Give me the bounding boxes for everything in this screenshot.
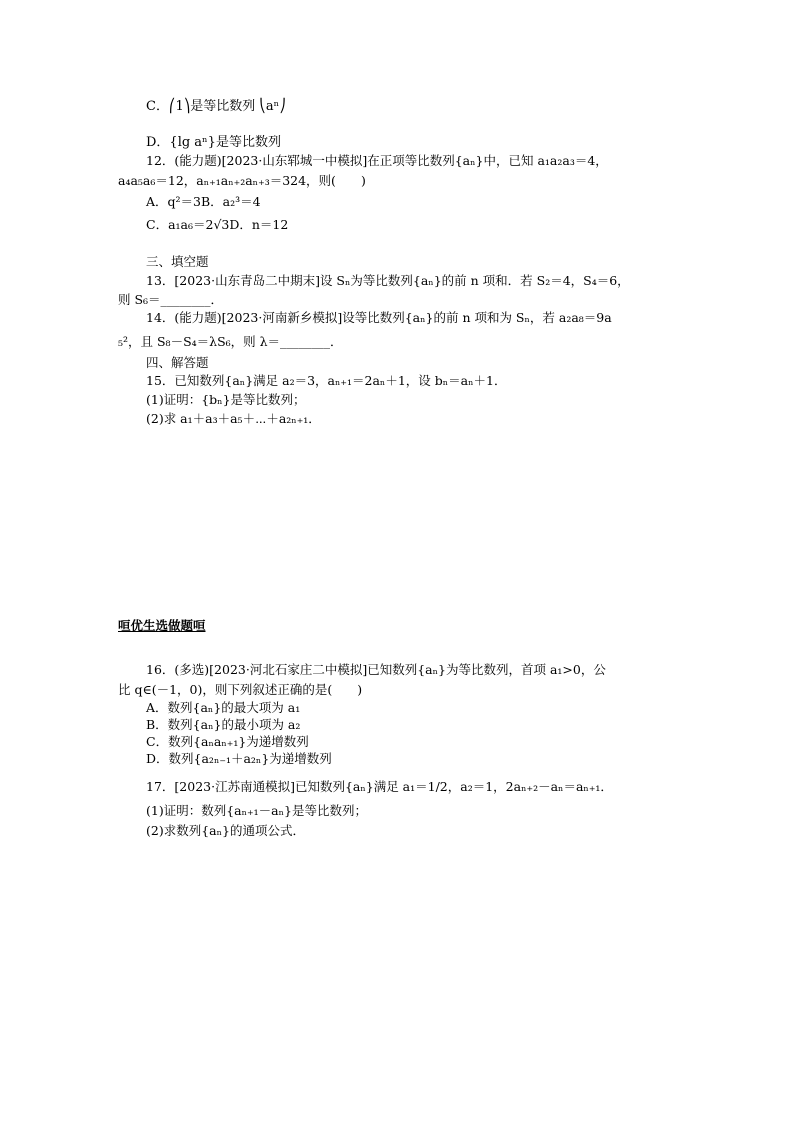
option-c-11: C．⎛1⎞是等比数列 ⎝aⁿ⎠ [146,99,286,114]
question-12-line-2: a₄a₅a₆＝12，aₙ₊₁aₙ₊₂aₙ₊₃＝324，则( ) [118,173,366,188]
question-16-option-b: B．数列{aₙ}的最小项为 a₂ [146,717,301,732]
question-16-line-2: 比 q∈(－1，0)，则下列叙述正确的是( ) [118,682,363,697]
question-16-option-a: A．数列{aₙ}的最大项为 a₁ [146,700,301,715]
question-17-line-1: 17．[2023·江苏南通模拟]已知数列{aₙ}满足 a₁＝1/2，a₂＝1，2aₙ₊₂－aₙ＝aₙ₊₁． [146,779,613,794]
option-d-11: D．{lg aⁿ}是等比数列 [146,135,281,150]
section-fill-in-heading: 三、填空题 [146,254,209,269]
question-13-line-1: 13．[2023·山东青岛二中期末]设 Sₙ为等比数列{aₙ}的前 n 项和．若 S₂＝4，S₄＝6， [146,273,630,288]
question-15-line-1: 15．已知数列{aₙ}满足 a₂＝3，aₙ₊₁＝2aₙ＋1，设 bₙ＝aₙ＋1． [146,373,507,388]
question-16-option-c: C．数列{aₙaₙ₊₁}为递增数列 [146,734,309,749]
question-13-line-2: 则 S₆＝________． [118,292,224,307]
question-12-line-1: 12．(能力题)[2023·山东郓城一中模拟]在正项等比数列{aₙ}中，已知 a₁a₂a₃＝4， [146,153,608,168]
question-17-part-2: (2)求数列{aₙ}的通项公式． [146,823,305,838]
question-12-options-ab: A．q²＝3B．a₂³＝4 [146,194,261,209]
advanced-section-title: 咺优生选做题咺 [118,618,206,633]
question-16-option-d: D．数列{a₂ₙ₋₁＋a₂ₙ}为递增数列 [146,751,332,766]
question-16-line-1: 16．(多选)[2023·河北石家庄二中模拟]已知数列{aₙ}为等比数列，首项 a₁>0，公 [146,662,606,677]
question-14-line-1: 14．(能力题)[2023·河南新乡模拟]设等比数列{aₙ}的前 n 项和为 Sₙ，若 a₂a₈＝9a [146,310,612,325]
question-14-line-2: ₅²，且 S₈－S₄＝λS₆，则 λ＝________． [118,334,343,349]
section-answer-heading: 四、解答题 [146,355,209,370]
question-15-part-1: (1)证明：{bₙ}是等比数列； [146,392,306,407]
question-15-part-2: (2)求 a₁＋a₃＋a₅＋⋯＋a₂ₙ₊₁． [146,411,321,426]
question-12-options-cd: C．a₁a₆＝2√3D．n＝12 [146,217,289,232]
question-17-part-1: (1)证明：数列{aₙ₊₁－aₙ}是等比数列； [146,803,367,818]
